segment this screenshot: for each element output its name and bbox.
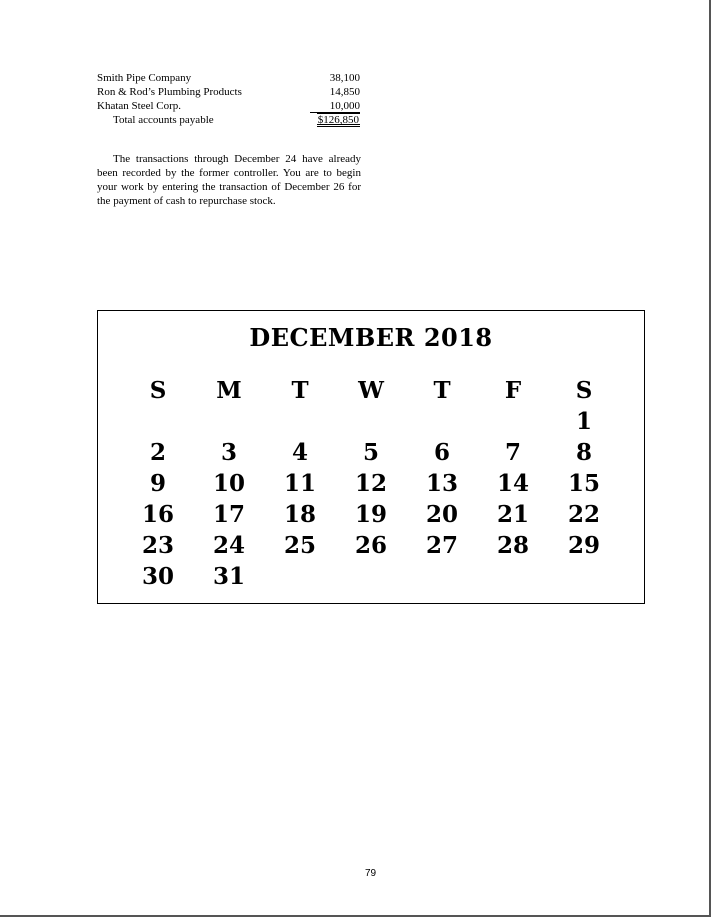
calendar-day: 7 <box>504 439 521 466</box>
calendar-empty-cell <box>549 561 619 592</box>
creditor-amount: 10,000 <box>310 99 360 113</box>
creditor-amount: 14,850 <box>329 86 360 98</box>
total-amount: $126,850 <box>317 114 359 126</box>
calendar-day: 27 <box>425 532 458 559</box>
calendar-day: 2 <box>149 439 166 466</box>
weekday-header: S <box>575 377 593 404</box>
calendar-day: 24 <box>212 532 245 559</box>
calendar-day: 17 <box>212 501 245 528</box>
calendar-day: 14 <box>496 470 529 497</box>
creditor-amount: 38,100 <box>329 72 360 84</box>
accounts-payable-table <box>97 71 360 127</box>
weekday-header: T <box>291 377 309 404</box>
ap-row <box>97 85 360 99</box>
creditor-name: Khatan Steel Corp. <box>97 100 182 112</box>
calendar-empty-cell <box>123 406 193 437</box>
weekday-header: F <box>504 377 522 404</box>
calendar-title: DECEMBER 2018 <box>249 323 493 352</box>
weekday-header: W <box>358 377 384 404</box>
calendar-day: 3 <box>220 439 237 466</box>
calendar-empty-cell <box>477 561 549 592</box>
calendar-day: 22 <box>567 501 600 528</box>
instruction-paragraph: The transactions through December 24 have already been recorded by the former controller. You are to begin your work by entering the transaction of December 26 for the payment of cash to repurchase stock. <box>97 153 361 207</box>
calendar-day: 5 <box>362 439 379 466</box>
weekday-header: M <box>216 377 242 404</box>
calendar-day: 16 <box>141 501 174 528</box>
calendar-empty-cell <box>335 561 407 592</box>
calendar-day: 13 <box>425 470 458 497</box>
calendar-empty-cell <box>477 406 549 437</box>
calendar-empty-cell <box>265 561 335 592</box>
calendar-day: 11 <box>283 470 316 497</box>
weekday-header: T <box>433 377 451 404</box>
calendar-day: 10 <box>212 470 245 497</box>
calendar-empty-cell <box>265 406 335 437</box>
calendar-day: 23 <box>141 532 174 559</box>
ap-total-row <box>97 113 360 127</box>
calendar <box>97 310 645 604</box>
calendar-grid <box>123 375 623 592</box>
calendar-day: 26 <box>354 532 387 559</box>
calendar-day: 9 <box>149 470 166 497</box>
total-label: Total accounts payable <box>113 114 214 126</box>
ap-row <box>97 99 360 113</box>
calendar-day: 4 <box>291 439 308 466</box>
calendar-day: 15 <box>567 470 600 497</box>
calendar-day: 19 <box>354 501 387 528</box>
calendar-day: 21 <box>496 501 529 528</box>
calendar-day: 31 <box>212 563 245 590</box>
calendar-empty-cell <box>407 561 477 592</box>
calendar-day: 25 <box>283 532 316 559</box>
calendar-day: 28 <box>496 532 529 559</box>
calendar-day: 20 <box>425 501 458 528</box>
calendar-empty-cell <box>335 406 407 437</box>
calendar-day: 30 <box>141 563 174 590</box>
calendar-day: 1 <box>575 408 592 435</box>
weekday-header: S <box>149 377 167 404</box>
calendar-day: 29 <box>567 532 600 559</box>
calendar-empty-cell <box>193 406 265 437</box>
calendar-day: 12 <box>354 470 387 497</box>
calendar-day: 18 <box>283 501 316 528</box>
creditor-name: Ron & Rod’s Plumbing Products <box>97 86 242 98</box>
calendar-empty-cell <box>407 406 477 437</box>
calendar-day: 6 <box>433 439 450 466</box>
page-number: 79 <box>364 868 377 879</box>
creditor-name: Smith Pipe Company <box>97 72 192 84</box>
ap-row <box>97 71 360 85</box>
calendar-day: 8 <box>575 439 592 466</box>
